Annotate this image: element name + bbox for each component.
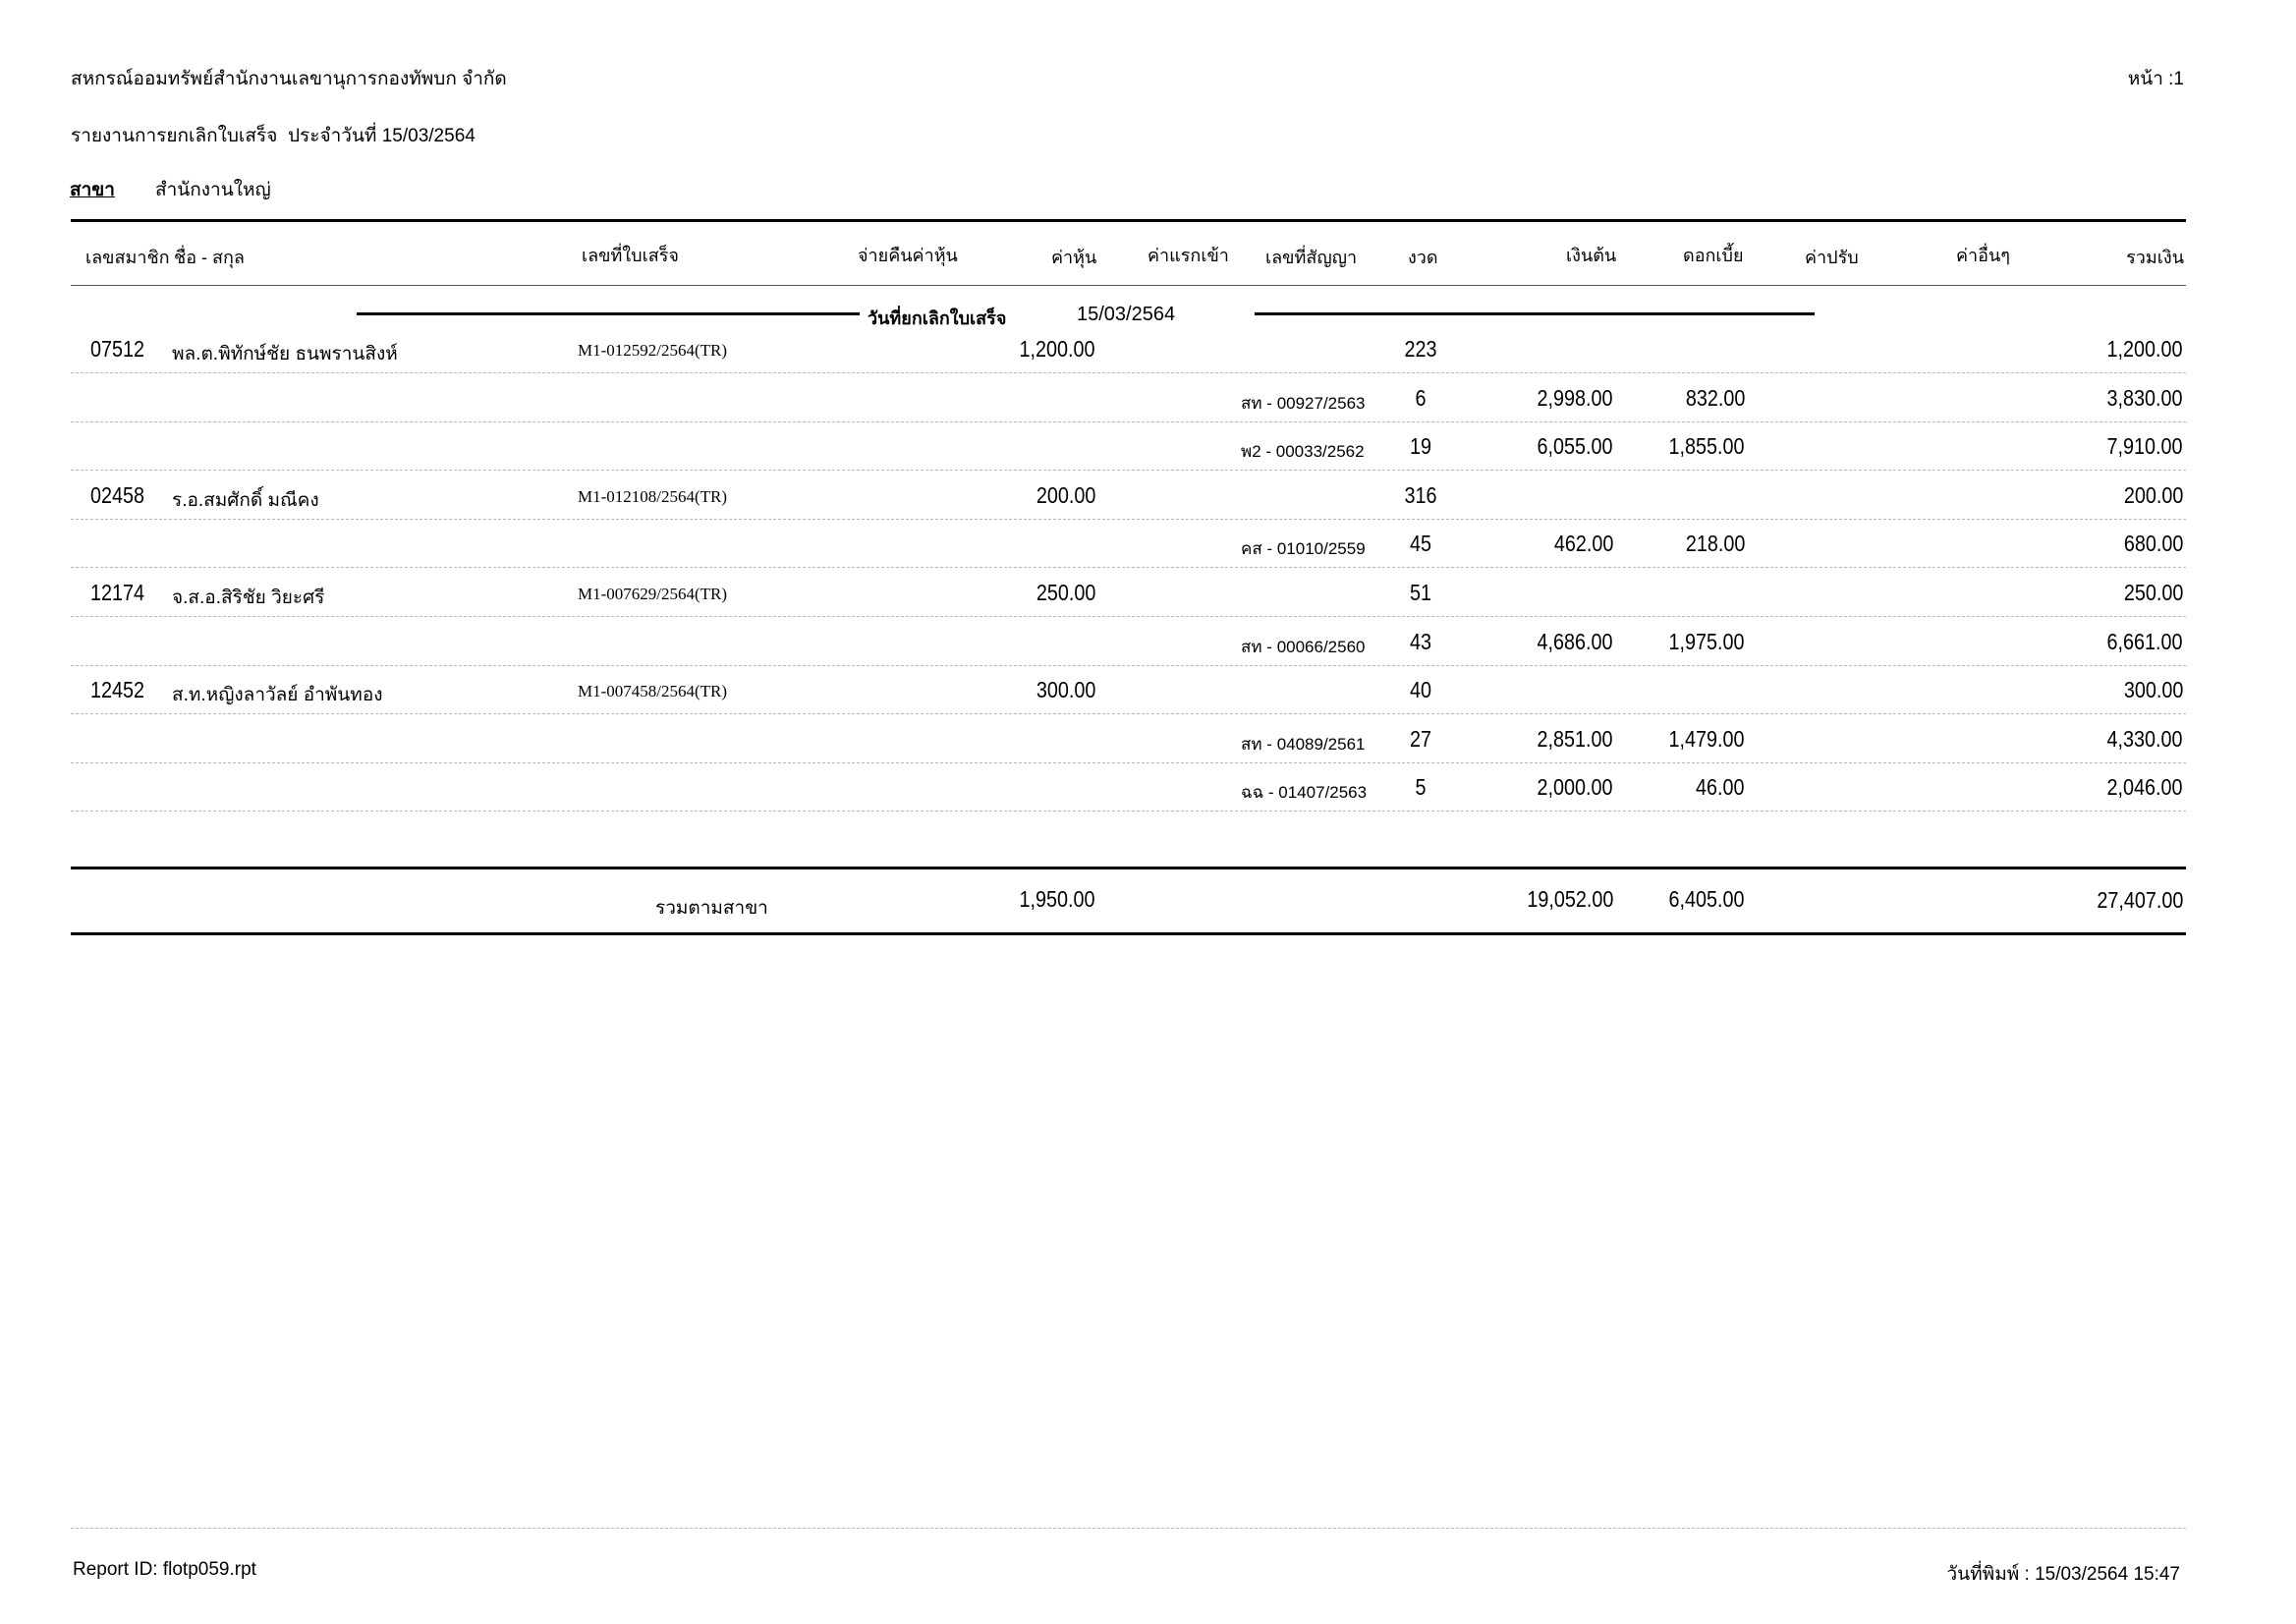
contract-no: ฉฉ - 01407/2563 (1241, 783, 1368, 802)
row-separator (71, 665, 2186, 666)
report-title: รายงานการยกเลิกใบเสร็จ (71, 126, 278, 146)
footer-rule (71, 1528, 2186, 1529)
installment: 6 (1415, 385, 1427, 411)
totals-total: 27,407.00 (2096, 887, 2183, 913)
col-name: ชื่อ - สกุล (174, 248, 245, 267)
row-separator (71, 616, 2186, 617)
principal-amount: 2,851.00 (1538, 726, 1613, 752)
page-number: หน้า :1 (2127, 69, 2184, 89)
share-amount: 1,200.00 (1020, 336, 1095, 362)
col-receipt-no: เลขที่ใบเสร็จ (582, 246, 679, 265)
member-no: 12174 (90, 580, 145, 605)
row-total: 7,910.00 (2107, 433, 2183, 459)
installment: 43 (1409, 629, 1432, 654)
col-interest: ดอกเบี้ย (1683, 246, 1744, 265)
installment: 5 (1415, 774, 1427, 800)
share-amount: 300.00 (1036, 677, 1095, 702)
col-principal: เงินต้น (1566, 246, 1617, 265)
header-bottom-rule (71, 285, 2186, 286)
installment: 19 (1409, 433, 1432, 459)
row-separator (71, 372, 2186, 373)
interest-amount: 832.00 (1685, 385, 1745, 411)
principal-amount: 462.00 (1553, 531, 1613, 556)
group-date: 15/03/2564 (1077, 304, 1176, 325)
principal-amount: 2,998.00 (1538, 385, 1613, 411)
principal-amount: 4,686.00 (1538, 629, 1613, 654)
principal-amount: 2,000.00 (1538, 774, 1613, 800)
col-entry-fee: ค่าแรกเข้า (1148, 246, 1229, 265)
contract-no: สท - 00927/2563 (1241, 394, 1366, 413)
row-separator (71, 567, 2186, 568)
row-total: 680.00 (2123, 531, 2183, 556)
installment: 40 (1409, 677, 1432, 702)
branch-value: สำนักงานใหญ่ (155, 180, 271, 200)
receipt-no: M1-007458/2564(TR) (578, 682, 728, 700)
branch-label: สาขา (70, 180, 115, 200)
row-total: 6,661.00 (2107, 629, 2183, 654)
org-name: สหกรณ์ออมทรัพย์สำนักงานเลขานุการกองทัพบก จำกัด (71, 69, 507, 89)
receipt-no: M1-007629/2564(TR) (578, 585, 728, 603)
receipt-no: M1-012592/2564(TR) (578, 341, 728, 360)
col-member-no: เลขสมาชิก (85, 248, 170, 267)
contract-no: คส - 01010/2559 (1241, 539, 1366, 558)
col-fine: ค่าปรับ (1805, 248, 1859, 267)
row-total: 2,046.00 (2107, 774, 2183, 800)
installment: 223 (1404, 336, 1437, 362)
col-share-refund: จ่ายคืนค่าหุ้น (858, 246, 958, 265)
report-date: ประจำวันที่ 15/03/2564 (288, 126, 476, 146)
row-total: 250.00 (2123, 580, 2183, 605)
totals-bottom-rule (71, 932, 2186, 935)
col-share: ค่าหุ้น (1051, 248, 1097, 267)
share-amount: 200.00 (1036, 482, 1095, 508)
col-total: รวมเงิน (2126, 248, 2184, 267)
report-id: Report ID: flotp059.rpt (73, 1559, 256, 1580)
group-label: วันที่ยกเลิกใบเสร็จ (868, 308, 1007, 328)
row-separator (71, 713, 2186, 714)
interest-amount: 1,479.00 (1669, 726, 1745, 752)
header-top-rule (71, 219, 2186, 222)
totals-top-rule (71, 867, 2186, 869)
row-total: 300.00 (2123, 677, 2183, 702)
installment: 45 (1409, 531, 1432, 556)
row-total: 4,330.00 (2107, 726, 2183, 752)
row-separator (71, 470, 2186, 471)
col-contract-no: เลขที่สัญญา (1265, 248, 1358, 267)
row-total: 200.00 (2123, 482, 2183, 508)
interest-amount: 218.00 (1685, 531, 1745, 556)
row-separator (71, 519, 2186, 520)
receipt-no: M1-012108/2564(TR) (578, 487, 728, 506)
totals-interest: 6,405.00 (1669, 886, 1745, 912)
interest-amount: 46.00 (1696, 774, 1745, 800)
installment: 316 (1404, 482, 1437, 508)
print-date: วันที่พิมพ์ : 15/03/2564 15:47 (1946, 1564, 2180, 1585)
share-amount: 250.00 (1036, 580, 1095, 605)
contract-no: สท - 04089/2561 (1241, 735, 1366, 754)
member-no: 07512 (90, 336, 145, 362)
installment: 27 (1409, 726, 1432, 752)
interest-amount: 1,855.00 (1669, 433, 1745, 459)
totals-label: รวมตามสาขา (655, 898, 768, 919)
member-name: พล.ต.พิทักษ์ชัย ธนพรานสิงห์ (172, 344, 398, 364)
member-name: ส.ท.หญิงลาวัลย์ อำพันทอง (172, 685, 383, 705)
contract-no: พ2 - 00033/2562 (1241, 442, 1365, 461)
col-other: ค่าอื่นๆ (1956, 246, 2010, 265)
totals-principal: 19,052.00 (1526, 886, 1613, 912)
row-total: 1,200.00 (2107, 336, 2183, 362)
row-total: 3,830.00 (2107, 385, 2183, 411)
row-separator (71, 811, 2186, 812)
principal-amount: 6,055.00 (1538, 433, 1613, 459)
group-line-left (357, 312, 860, 315)
row-separator (71, 762, 2186, 763)
contract-no: สท - 00066/2560 (1241, 638, 1366, 656)
totals-share: 1,950.00 (1020, 886, 1095, 912)
member-no: 12452 (90, 677, 145, 702)
member-name: ร.อ.สมศักดิ์ มณีคง (172, 490, 319, 511)
member-name: จ.ส.อ.สิริชัย วิยะศรี (172, 588, 325, 608)
member-no: 02458 (90, 482, 145, 508)
installment: 51 (1409, 580, 1432, 605)
row-separator (71, 421, 2186, 422)
group-line-right (1255, 312, 1815, 315)
col-installment: งวด (1408, 248, 1438, 267)
interest-amount: 1,975.00 (1669, 629, 1745, 654)
